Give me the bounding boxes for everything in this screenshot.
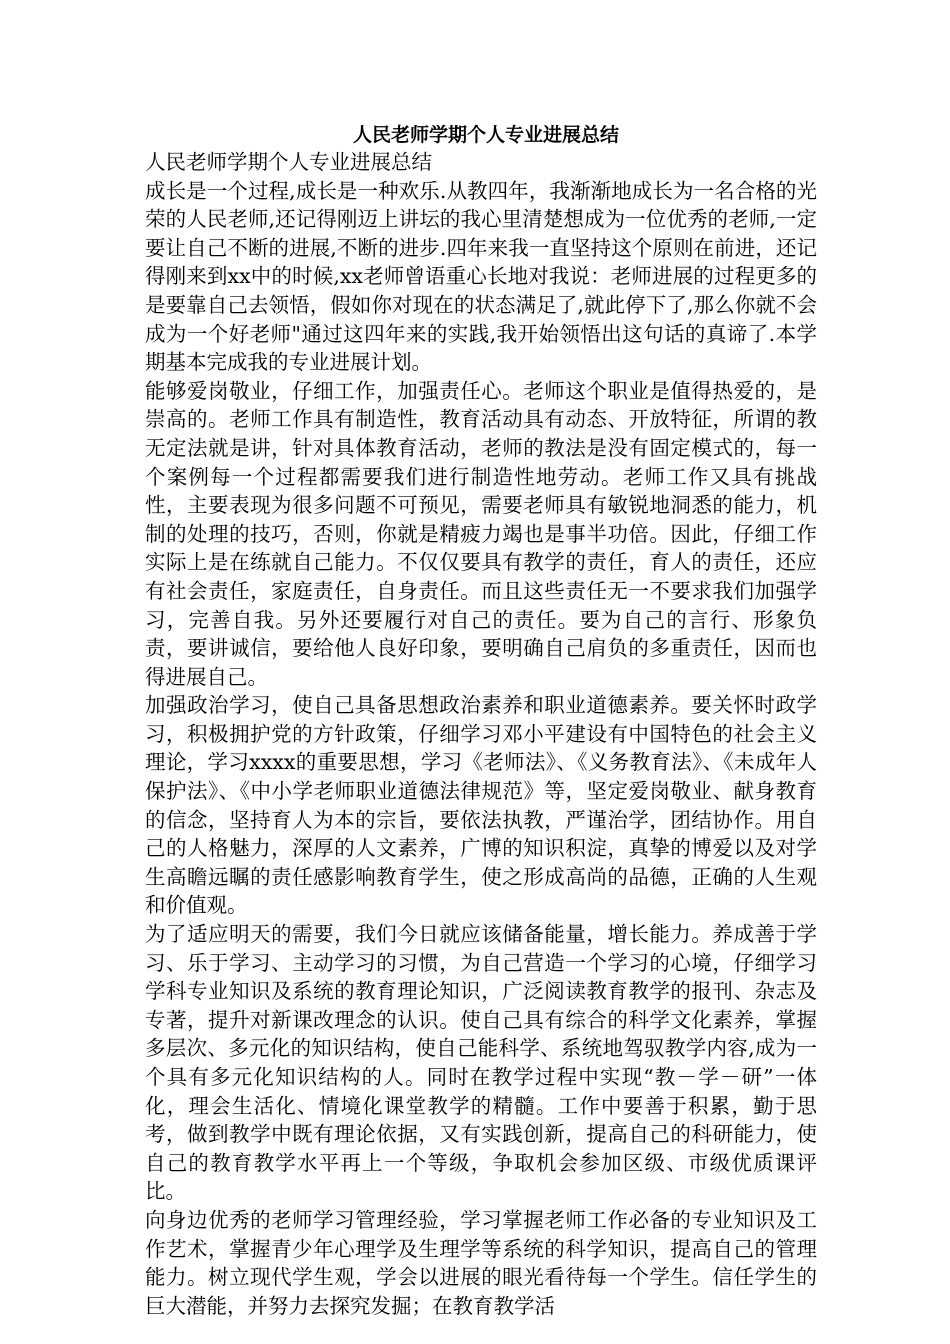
paragraph-3: 加强政治学习，使自己具备思想政治素养和职业道德素养。要关怀时政学习，积极拥护党的方针政策，仔细学习邓小平建设有中国特色的社会主义理论，学习xxxx的重要思想，学习《老师法》、《义务教育法》、《未成年人保护法》、《中小学老师职业道德法律规范》等，坚定爱岗敬业、献身教育的信念，坚持育人为本的宗旨，要依法执教，严谨治学，团结协作。用自己的人格魅力，深厚的人文素养，广博的知识积淀，真挚的博爱以及对学生高瞻远瞩的责任感影响教育学生，使之形成高尚的品德，正确的人生观和价值观。 — [145, 693, 817, 918]
document-title: 人民老师学期个人专业进展总结 — [352, 124, 619, 146]
document-page — [145, 122, 817, 1320]
paragraph-5: 向身边优秀的老师学习管理经验，学习掌握老师工作必备的专业知识及工作艺术，掌握青少年心理学及生理学等系统的科学知识，提高自己的管理能力。树立现代学生观，学会以进展的眼光看待每一个学生。信任学生的巨大潜能，并努力去探究发掘；在教育教学活 — [145, 1207, 817, 1318]
document-subtitle: 人民老师学期个人专业进展总结 — [145, 150, 432, 174]
paragraph-4: 为了适应明天的需要，我们今日就应该储备能量，增长能力。养成善于学习、乐于学习、主动学习的习惯，为自己营造一个学习的心境，仔细学习学科专业知识及系统的教育理论知识，广泛阅读教育教学的报刊、杂志及专著，提升对新课改理念的认识。使自己具有综合的科学文化素养，掌握多层次、多元化的知识结构，使自己能科学、系统地驾驭教学内容,成为一个具有多元化知识结构的人。同时在教学过程中实现“教－学－研”一体化，理会生活化、情境化课堂教学的精髓。工作中要善于积累，勤于思考，做到教学中既有理论依据，又有实践创新，提高自己的科研能力，使自己的教育教学水平再上一个等级，争取机会参加区级、市级优质课评比。 — [145, 922, 817, 1204]
paragraph-1: 成长是一个过程,成长是一种欢乐.从教四年，我渐渐地成长为一名合格的光荣的人民老师,还记得刚迈上讲坛的我心里清楚想成为一位优秀的老师,一定要让自己不断的进展,不断的进步.四年来我一直坚持这个原则在前进，还记得刚来到xx中的时候,xx老师曾语重心长地对我说：老师进展的过程更多的是要靠自己去领悟，假如你对现在的状态满足了,就此停下了,那么你就不会成为一个好老师"通过这四年来的实践,我开始领悟出这句话的真谛了.本学期基本完成我的专业进展计划。 — [145, 178, 817, 375]
paragraph-2: 能够爱岗敬业，仔细工作，加强责任心。老师这个职业是值得热爱的，是崇高的。老师工作具有制造性，教育活动具有动态、开放特征，所谓的教无定法就是讲，针对具体教育活动，老师的教法是没有固定模式的，每一个案例每一个过程都需要我们进行制造性地劳动。老师工作又具有挑战性，主要表现为很多问题不可预见，需要老师具有敏锐地洞悉的能力，机制的处理的技巧，否则，你就是精疲力竭也是事半功倍。因此，仔细工作实际上是在练就自己能力。不仅仅要具有教学的责任，育人的责任，还应有社会责任，家庭责任，自身责任。而且这些责任无一不要求我们加强学习，完善自我。另外还要履行对自己的责任。要为自己的言行、形象负责，要讲诚信，要给他人良好印象，要明确自己肩负的多重责任，因而也得进展自己。 — [145, 378, 817, 689]
